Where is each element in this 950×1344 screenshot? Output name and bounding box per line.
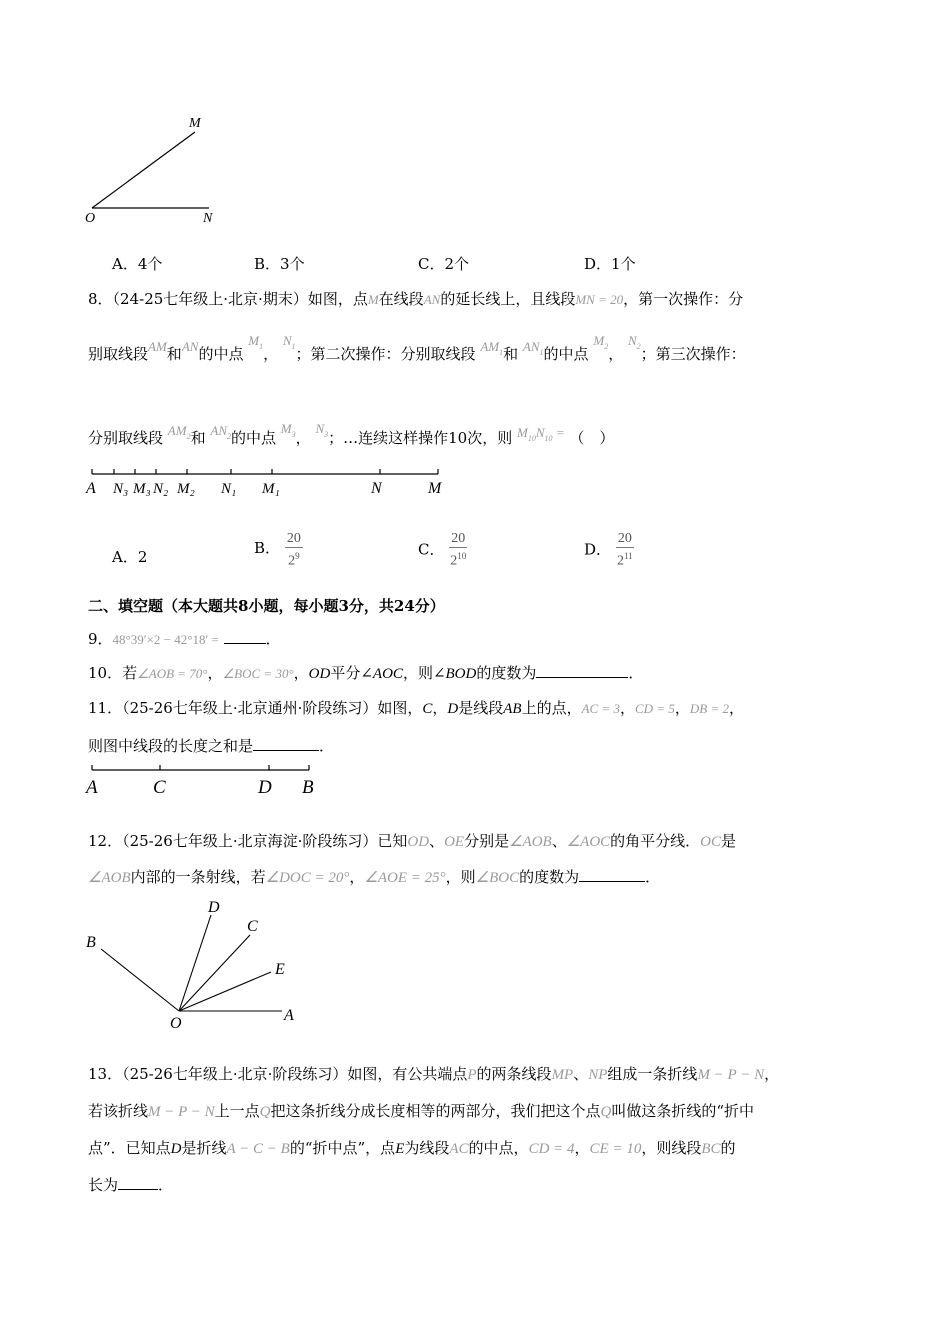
text: ．: [158, 1176, 174, 1194]
text: ，: [263, 345, 279, 363]
q8-option-c[interactable]: [418, 531, 467, 570]
math: AM: [167, 423, 187, 438]
text: 若该折线: [88, 1102, 149, 1120]
text: 内部的一条射线，若: [130, 868, 266, 886]
q8-option-a[interactable]: A．2: [112, 548, 148, 566]
text: ；第二次操作：分别取线段: [295, 345, 476, 363]
label-a: A: [86, 480, 96, 497]
sub: 3: [291, 430, 296, 439]
math: M − P − N: [148, 1104, 215, 1120]
text: ，: [728, 699, 744, 717]
section-heading: 二、填空题（本大题共8小题，每小题3分，共24分）: [88, 597, 445, 615]
math: 48°39′×2 − 42°18′ =: [112, 632, 219, 647]
text: 12．（25-26七年级上·北京海淀·阶段练习）已知: [88, 832, 408, 850]
q7-option-c[interactable]: C．2个: [418, 255, 470, 273]
math: OD: [407, 834, 430, 850]
option-label: D．: [584, 540, 612, 559]
math: OE: [444, 834, 465, 850]
sub: 3: [324, 430, 329, 439]
math: M − P − N: [697, 1067, 765, 1083]
sub: 1: [539, 348, 544, 357]
am2: [168, 421, 191, 439]
numerator: 20: [286, 531, 301, 546]
text: ，第一次操作：分: [623, 290, 744, 308]
math: OD: [308, 666, 331, 682]
math: NP: [588, 1067, 608, 1083]
label-n: N: [371, 480, 382, 497]
text: ．: [319, 737, 335, 755]
q7-option-b[interactable]: B．3个: [254, 255, 305, 273]
q11-line-1: [88, 697, 744, 718]
text: ；…连续这样操作10次，则: [328, 429, 513, 447]
n1: [283, 331, 296, 349]
m10n10: [517, 423, 565, 441]
text: 和: [166, 345, 182, 363]
text: 、: [573, 1065, 589, 1083]
label-n2: N₂: [153, 481, 169, 497]
m2: [593, 331, 608, 349]
math: C: [422, 701, 433, 717]
text: ，: [295, 429, 311, 447]
sub: 10: [544, 434, 553, 443]
label-d: D: [208, 899, 220, 916]
text: （ ）: [569, 429, 615, 447]
label-e: E: [275, 961, 285, 978]
label-m: M: [189, 116, 201, 131]
label-o: O: [170, 1015, 182, 1032]
text: ，: [620, 699, 636, 717]
text: ．: [628, 664, 644, 682]
ray-oe: [179, 972, 271, 1011]
q12-angle-figure: [80, 895, 310, 1035]
text: ，则线段: [641, 1139, 702, 1157]
an2: [210, 421, 231, 439]
q11-line-2: [88, 735, 334, 756]
math: CE = 10: [589, 1141, 642, 1157]
ray-od: [179, 915, 211, 1011]
math: ∠AOE = 25°: [364, 870, 446, 886]
math: D: [447, 701, 459, 717]
math: ∠AOB: [509, 834, 552, 850]
sub: 2: [227, 432, 231, 441]
text: ，: [349, 868, 365, 886]
text: 的角平分线．: [610, 832, 701, 850]
text: ．: [645, 868, 661, 886]
math: AB: [503, 701, 522, 717]
q13-line-2: [88, 1100, 754, 1121]
q10: [88, 662, 643, 683]
text: ；第三次操作：: [640, 345, 746, 363]
math: CD = 4: [528, 1141, 575, 1157]
ray-om: [92, 132, 195, 208]
math: N: [282, 333, 292, 348]
text: ，: [764, 1065, 780, 1083]
sub: 1: [259, 342, 264, 351]
text: 11．（25-26七年级上·北京通州·阶段练习）如图，: [88, 699, 423, 717]
sub: 1: [499, 348, 504, 357]
text: 的度数为: [519, 868, 580, 886]
text: ，则: [402, 664, 433, 682]
label-m1: M₁: [262, 481, 280, 497]
fraction: [616, 531, 634, 570]
label-m2: M₂: [177, 481, 195, 497]
denominator: [617, 548, 633, 570]
denominator: [450, 548, 466, 570]
sub: 2: [186, 432, 191, 441]
sub: 2: [636, 342, 641, 351]
math: OC: [700, 834, 722, 850]
text: ，: [293, 664, 309, 682]
text: 组成一条折线: [607, 1065, 698, 1083]
am1: [480, 337, 503, 355]
base: 2: [616, 553, 624, 569]
math: Q: [259, 1104, 271, 1120]
math: =: [552, 425, 565, 440]
n3: [315, 419, 328, 437]
text: 长为: [88, 1176, 119, 1194]
math: ∠AOC: [360, 666, 403, 682]
math: ∠AOB = 70°: [137, 666, 208, 681]
denominator: [288, 548, 300, 570]
math: M: [248, 333, 260, 348]
n2: [628, 331, 641, 349]
numerator: 20: [451, 531, 466, 546]
option-label: B．: [254, 539, 281, 558]
label-n3: N₃: [113, 481, 129, 497]
math: CD = 5: [635, 701, 675, 716]
label-c: C: [247, 918, 258, 935]
label-b: B: [302, 777, 314, 798]
math: ∠AOB: [88, 870, 131, 886]
text: 的中点: [543, 345, 589, 363]
text: 的两条线段: [476, 1065, 552, 1083]
text: 的延长线上，且线段: [440, 290, 576, 308]
base: 2: [450, 553, 458, 569]
math: AC = 3: [581, 701, 620, 716]
q8-option-b[interactable]: [254, 531, 303, 570]
text: ，: [574, 1139, 590, 1157]
text: 的度数为: [476, 664, 537, 682]
q8-segment-figure: [82, 466, 462, 500]
math: ∠BOC: [475, 870, 520, 886]
text: 10．若: [88, 664, 138, 682]
ray-oc: [179, 935, 250, 1011]
math: ∠BOD: [432, 666, 477, 682]
fraction: [285, 531, 303, 570]
q8-line-3: [88, 421, 615, 449]
text: 叫做这条折线的“折中: [611, 1102, 755, 1120]
math: N: [535, 425, 545, 440]
math: AN: [423, 292, 441, 307]
math: DB = 2: [689, 701, 729, 716]
q13-answer-blank[interactable]: [118, 1175, 158, 1190]
text: 和: [190, 429, 206, 447]
q11-segment-figure: [82, 762, 332, 802]
math: MP: [551, 1067, 574, 1083]
text: 8．（24-25七年级上·北京·期末）如图，点: [88, 290, 368, 308]
base: 2: [288, 553, 296, 569]
q13-line-1: [88, 1063, 779, 1084]
label-d: D: [258, 777, 272, 798]
sub: 2: [604, 342, 609, 351]
m3: [281, 419, 296, 437]
math: ∠BOC = 30°: [222, 666, 294, 681]
text: 在线段: [378, 290, 424, 308]
label-c: C: [153, 777, 166, 798]
q9: [88, 628, 281, 649]
math: M: [367, 292, 379, 307]
math: N: [315, 421, 325, 436]
numerator: 20: [617, 531, 632, 546]
label-a: A: [284, 1007, 294, 1024]
fraction: [449, 531, 467, 570]
ray-ob: [101, 949, 179, 1011]
text: 13．（25-26七年级上·北京·阶段练习）如图，有公共端点: [88, 1065, 468, 1083]
q12-line-2: [88, 866, 660, 887]
q7-option-d[interactable]: D．1个: [584, 255, 636, 273]
math: AC: [449, 1141, 469, 1157]
q7-option-a[interactable]: A．4个: [112, 255, 163, 273]
text: ．: [265, 630, 281, 648]
math: E: [395, 1141, 405, 1157]
text: 别取线段: [88, 345, 149, 363]
label-m3: M₃: [133, 481, 151, 497]
text: 点”．已知点: [88, 1139, 171, 1157]
label-n: N: [203, 211, 213, 226]
text: 把这条折线分成长度相等的两部分，我们把这个点: [270, 1102, 601, 1120]
text: 是线段: [458, 699, 504, 717]
text: 分别是: [464, 832, 510, 850]
math: M: [593, 333, 605, 348]
label-m: M: [428, 480, 442, 497]
q8-line-2: [88, 333, 746, 365]
text: 、: [429, 832, 445, 850]
text: ，: [207, 664, 223, 682]
label-n1: N₁: [221, 481, 237, 497]
text: 和: [503, 345, 519, 363]
text: ，则: [445, 868, 476, 886]
math: P: [467, 1067, 477, 1083]
text: 、: [551, 832, 567, 850]
text: 上一点: [214, 1102, 260, 1120]
math: AM: [480, 339, 500, 354]
exponent: 10: [457, 551, 467, 561]
text: 的: [720, 1139, 736, 1157]
q12-line-1: [88, 830, 736, 851]
exponent: 11: [623, 551, 633, 561]
label-b: B: [86, 934, 96, 951]
math: D: [170, 1141, 182, 1157]
text: 是: [721, 832, 737, 850]
q8-line-1: [88, 288, 743, 309]
math: AM: [148, 339, 167, 354]
option-label: C．: [418, 540, 445, 559]
q13-line-4: [88, 1174, 173, 1195]
text: 上的点，: [521, 699, 582, 717]
math: ∠AOC: [566, 834, 611, 850]
q8-option-d[interactable]: [584, 531, 634, 570]
q11-answer-blank[interactable]: [253, 736, 319, 751]
text: 的中点: [198, 345, 244, 363]
text: 为线段: [404, 1139, 450, 1157]
text: 9．: [88, 630, 113, 648]
q10-answer-blank[interactable]: [536, 663, 628, 678]
text: ，: [432, 699, 448, 717]
sub: 10: [527, 434, 536, 443]
text: ，: [674, 699, 690, 717]
label-a: A: [86, 777, 98, 798]
text: 是折线: [181, 1139, 227, 1157]
sub: 1: [291, 342, 296, 351]
exponent: 9: [295, 551, 300, 561]
text: 平分: [330, 664, 361, 682]
math: ∠DOC = 20°: [265, 870, 350, 886]
math: MN = 20: [575, 292, 624, 307]
q13-line-3: [88, 1137, 736, 1158]
math: AN: [522, 339, 540, 354]
text: 的中点: [231, 429, 277, 447]
an1: [523, 337, 544, 355]
q9-answer-blank[interactable]: [224, 629, 266, 644]
q7-angle-figure: [82, 110, 232, 230]
m1: [248, 331, 263, 349]
label-o: O: [85, 211, 96, 226]
math: M: [280, 421, 292, 436]
text: 的“折中点”，点: [289, 1139, 396, 1157]
text: 分别取线段: [88, 429, 164, 447]
math: N: [627, 333, 637, 348]
math: M: [516, 425, 528, 440]
math: AN: [210, 423, 227, 438]
text: 则图中线段的长度之和是: [88, 737, 254, 755]
math: A − C − B: [226, 1141, 290, 1157]
math: AN: [181, 339, 199, 354]
text: 的中点，: [468, 1139, 529, 1157]
text: ，: [608, 345, 624, 363]
q12-answer-blank[interactable]: [579, 867, 645, 882]
math: Q: [600, 1104, 612, 1120]
math: BC: [701, 1141, 721, 1157]
